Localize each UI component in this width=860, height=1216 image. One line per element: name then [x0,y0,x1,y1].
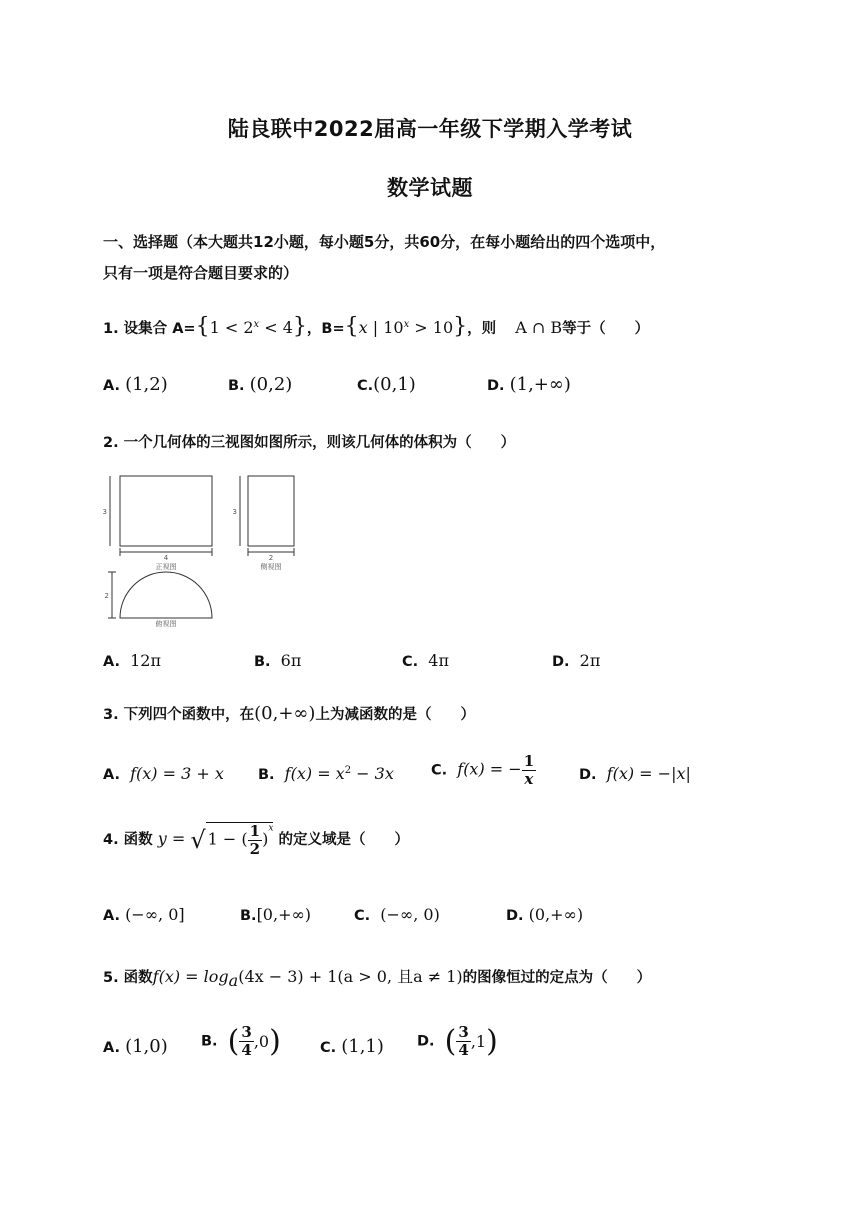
question-2-stem: 2. 一个几何体的三视图如图所示，则该几何体的体积为（ ） [103,435,516,451]
side-width-label: 2 [268,554,274,562]
q5-base: a [228,970,239,990]
side-height-label: 3 [232,508,237,516]
q5-option-c: C. (1,1) [320,1036,384,1057]
front-height-label: 3 [102,508,107,516]
front-width-label: 4 [163,554,169,562]
q5-option-a: A. (1,0) [103,1036,168,1057]
q1-option-a: A. (1,2) [103,374,168,395]
question-3-stem [103,703,475,724]
q1-prefix: 1. 设集合 A= [103,321,196,337]
top-height-label: 2 [104,592,109,600]
q1-setA-tail: < 4 [259,318,293,337]
question-4-stem [103,822,409,858]
q3-interval: (0,+∞) [254,703,316,724]
q5-option-b: B. ( $\frac{3}{4}$ ,0) [201,1023,281,1059]
subject-title: 数学试题 [387,176,473,200]
q1-setB-var: x [358,318,368,337]
q1-setA-exp: x [253,319,260,331]
q3-option-b: B. $f(x) = x^2 - 3x$ [258,764,394,783]
question-5-stem [103,964,651,990]
q3-option-d: D. f(x) = −|x| [579,764,691,783]
q3-option-c: C. f(x) = − $\frac{1}{x}$ [431,752,535,788]
q1-expr: A ∩ B [515,318,563,337]
q1-setA: 1 < 2 [209,318,254,337]
page-title: 陆良联中2022届高一年级下学期入学考试 [227,117,633,141]
top-view [108,572,212,618]
q5-prefix: 5. 函数 [103,970,153,986]
q1-option-b: B. (0,2) [228,374,293,395]
q4-option-c: C. (−∞, 0) [354,905,440,924]
q4-y-eq: y = [157,829,191,848]
q1-then: ，则 [467,321,497,337]
q5-tail: 的图像恒过的定点为（ ） [462,970,652,986]
q1-option-c: C.(0,1) [357,374,416,395]
section-heading-line2: 只有一项是符合题目要求的） [103,264,299,282]
q4-option-b: B.[0,+∞) [240,905,312,924]
q2-option-d: D. 2π [552,651,601,670]
q2-option-b: B. 6π [254,651,302,670]
q3-option-a: A. f(x) = 3 + x [103,764,224,783]
q2-option-c: C. 4π [402,651,449,670]
q1-option-d: D. (1,+∞) [487,374,571,395]
q1-setB-tail: > 10 [409,318,454,337]
q3-prefix: 3. 下列四个函数中，在 [103,707,255,723]
section-heading-line1: 一、选择题（本大题共12小题，每小题5分，共60分，在每小题给出的四个选项中， [103,233,666,251]
q4-tail: 的定义域是（ ） [278,832,409,848]
q5-option-d: D. ( $\frac{3}{4}$ ,1) [417,1023,498,1059]
top-view-label: 俯视图 [155,620,177,628]
q4-option-a: A. (−∞, 0] [103,905,185,924]
side-view [240,476,294,556]
front-view-label: 正视图 [155,563,177,571]
side-view-label: 侧视图 [260,563,282,571]
front-view [110,476,212,556]
q1-tail: 等于（ ） [562,321,650,337]
question-1-stem: 1. 设集合 $A=\{1 < 2^x < 4\}$，B={x | $10^x > 10$}，则 A ∩ B等于（ ） [103,314,650,339]
q4-radical: √ 1 − ( $\frac{1}{2}$ )$^x$ [190,822,274,858]
q4-option-d: D. (0,+∞) [506,905,584,924]
q2-option-a: A. 12π [103,651,161,670]
q5-args: (4x − 3) + 1(a > 0, 且a ≠ 1) [238,967,463,986]
q1-sepB: ，B= [306,321,345,337]
q4-prefix: 4. 函数 [103,832,153,848]
q3-tail: 上为减函数的是（ ） [315,707,475,723]
q1-setB-mid: | 10 [367,318,404,337]
q1-setB-exp: x [403,319,410,331]
three-view-figure [100,468,320,633]
q5-func: f(x) = log [152,967,229,986]
